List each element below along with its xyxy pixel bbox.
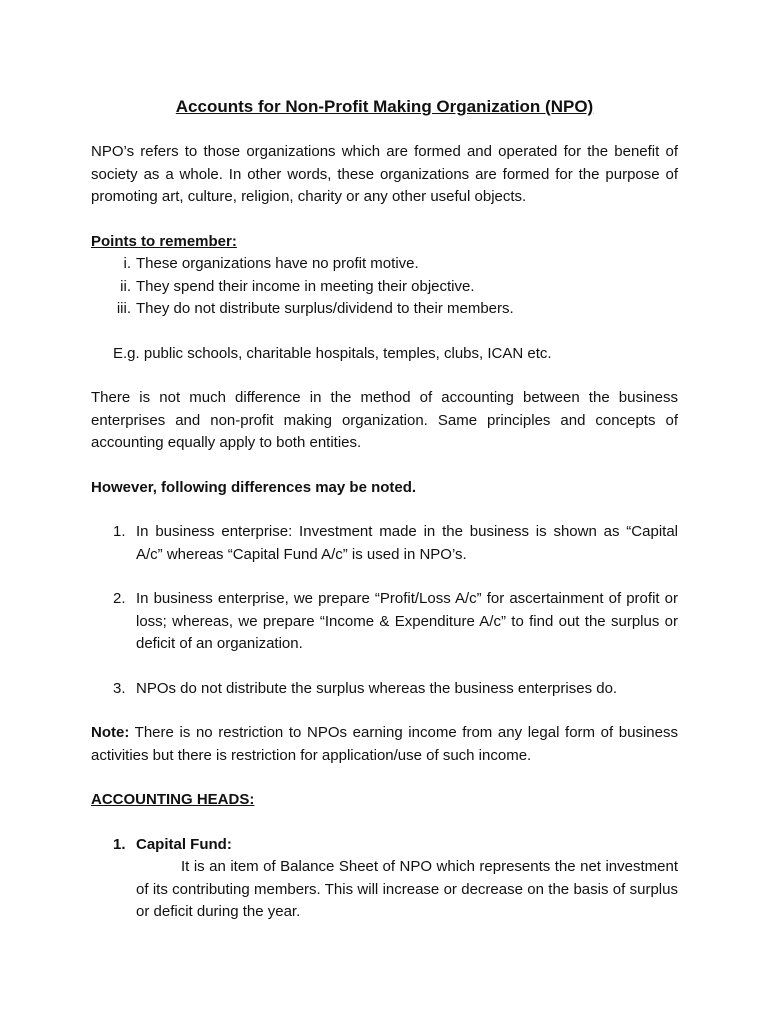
- list-item-number: i.: [123, 255, 131, 272]
- list-item-number: iii.: [116, 300, 131, 317]
- points-list: [91, 253, 678, 321]
- list-item-number: 3.: [113, 679, 126, 697]
- list-item-text: They spend their income in meeting their objective.: [136, 277, 475, 295]
- list-item-label: Capital Fund:: [136, 835, 232, 853]
- list-item: [91, 521, 678, 566]
- intro-paragraph: NPO’s refers to those organizations which are formed and operated for the benefit of society as a whole. In other words, these organizations are formed for the purpose of promoting art, culture, religion, charity or any other useful objects.: [91, 143, 678, 205]
- list-item-number: 2.: [113, 590, 126, 607]
- list-item-text: It is an item of Balance Sheet of NPO which represents the net investment of its contributing members. This will increase or decrease on the basis of surplus or deficit during the year.: [136, 858, 678, 920]
- list-item-text: These organizations have no profit motive.: [136, 255, 419, 272]
- list-item: [91, 834, 678, 924]
- list-item: [91, 678, 678, 701]
- accounting-heads-list: [91, 834, 678, 924]
- list-item-text: In business enterprise: Investment made in the business is shown as “Capital A/c” whereas “Capital Fund A/c” is used in NPO’s.: [136, 523, 678, 563]
- list-item: [91, 588, 678, 656]
- document-body: [91, 95, 678, 924]
- list-item-text: In business enterprise, we prepare “Profit/Loss A/c” for ascertainment of profit or loss; whereas, we prepare “Income & Expenditure A/c” to find out the surplus or deficit of an organization.: [136, 590, 678, 652]
- accounting-heads-heading: ACCOUNTING HEADS:: [91, 791, 255, 808]
- list-item-text: They do not distribute surplus/dividend to their members.: [136, 300, 514, 317]
- list-item: [91, 276, 678, 299]
- list-item-number: ii.: [120, 277, 131, 295]
- list-item-number: 1.: [113, 835, 126, 853]
- list-item-number: 1.: [113, 523, 126, 540]
- points-heading: Points to remember:: [91, 232, 237, 250]
- differences-heading: However, following differences may be noted.: [91, 478, 417, 496]
- note-label: Note:: [91, 724, 130, 741]
- note-paragraph: [91, 722, 678, 767]
- list-item: [91, 253, 678, 276]
- document-title: Accounts for Non-Profit Making Organization (NPO): [175, 97, 594, 116]
- differences-list: [91, 521, 678, 700]
- note-text: There is no restriction to NPOs earning income from any legal form of business activities but there is restriction for application/use of such income.: [91, 724, 678, 764]
- list-item: [91, 298, 678, 321]
- list-item-text: NPOs do not distribute the surplus whereas the business enterprises do.: [136, 679, 618, 697]
- example-line: E.g. public schools, charitable hospitals, temples, clubs, ICAN etc.: [113, 344, 552, 362]
- accounting-paragraph: There is not much difference in the method of accounting between the business enterprises and non-profit making organization. Same principles and concepts of accounting equally apply to both entities.: [91, 389, 678, 451]
